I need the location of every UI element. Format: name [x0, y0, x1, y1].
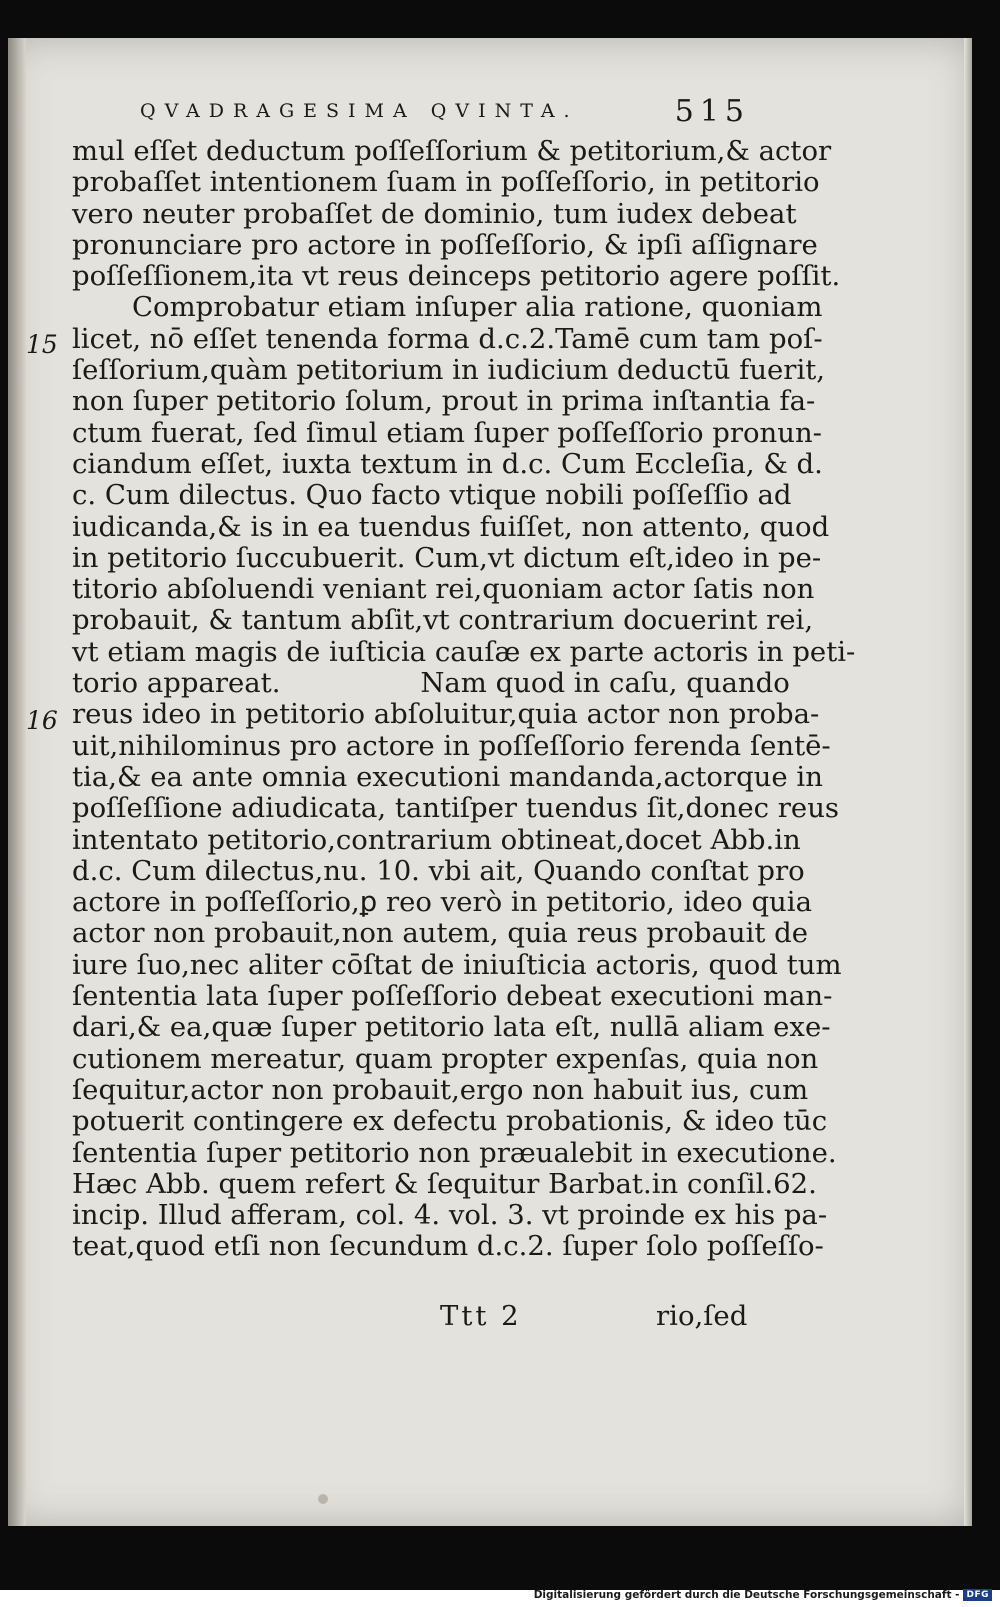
text-line: ſententia ſuper petitorio non præualebit in executione.	[72, 1136, 837, 1169]
text-line: teat,quod etſi non ſecundum d.c.2. ſuper ſolo poſſeſſo-	[72, 1230, 824, 1263]
page-number: 515	[674, 94, 750, 129]
text-line: ciandum eſſet, iuxta textum in d.c. Cum Eccleſia, & d.	[72, 447, 823, 480]
margin-number: 16	[26, 706, 58, 735]
text-line: actore in poſſeſſorio,ꝑ reo verò in petitorio, ideo quia	[72, 886, 812, 919]
text-line: iudicanda,& is in ea tuendus fuiſſet, non attento, quod	[72, 510, 830, 543]
dfg-logo-icon: DFG	[963, 1589, 992, 1601]
text-line: pronunciare pro actore in poſſeſſorio, & ipſi aſſignare	[72, 228, 818, 261]
text-line: iure ſuo,nec aliter cōſtat de iniuſticia actoris, quod tum	[72, 948, 842, 981]
text-line: probauit, & tantum abſit,vt contrarium docuerint rei,	[72, 604, 814, 637]
text-line: uit,nihilominus pro actore in poſſeſſorio ferenda ſentē-	[72, 729, 831, 762]
text-line: licet, nō eſſet tenenda forma d.c.2.Tamē cum tam poſ-	[72, 322, 823, 355]
margin-number: 15	[26, 330, 58, 359]
text-line: vt etiam magis de iuſticia cauſæ ex parte actoris in peti-	[72, 635, 856, 668]
text-line: torio appareat. Nam quod in caſu, quando	[72, 667, 790, 700]
text-line: ſeſſorium,quàm petitorium in iudicium deductū fuerit,	[72, 354, 826, 387]
running-head	[130, 94, 750, 128]
text-line: dari,& ea,quæ ſuper petitorio lata eſt, nullā aliam exe-	[72, 1011, 831, 1044]
text-line: ſententia lata ſuper poſſeſſorio debeat executioni man-	[72, 980, 833, 1013]
text-line: ctum fuerat, ſed ſimul etiam ſuper poſſeſſorio pronun-	[72, 416, 822, 449]
text-line: incip. Illud afferam, col. 4. vol. 3. vt proinde ex his pa-	[72, 1199, 828, 1232]
text-line: poſſeſſione adiudicata, tantiſper tuendus ſit,donec reus	[72, 792, 840, 825]
text-line: c. Cum dilectus. Quo facto vtique nobili poſſeſſio ad	[72, 479, 792, 512]
text-line: probaſſet intentionem ſuam in poſſeſſorio, in petitorio	[72, 166, 820, 199]
text-line: vero neuter probaſſet de dominio, tum iudex debeat	[72, 197, 797, 230]
text-line: mul eſſet deductum poſſeſſorium & petitorium,& actor	[72, 135, 832, 167]
text-line: cutionem mereatur, quam propter expenſas, quia non	[72, 1042, 819, 1075]
text-line: ſequitur,actor non probauit,ergo non habuit ius, cum	[72, 1073, 809, 1106]
page-gutter-shadow	[8, 38, 26, 1526]
page-stain	[318, 1494, 328, 1504]
text-line: potuerit contingere ex defectu probationis, & ideo tūc	[72, 1105, 828, 1138]
text-line: non ſuper petitorio ſolum, prout in prima inſtantia fa-	[72, 385, 816, 418]
text-line: d.c. Cum dilectus,nu. 10. vbi ait, Quando conſtat pro	[72, 854, 805, 887]
text-line: in petitorio ſuccubuerit. Cum,vt dictum eſt,ideo in pe-	[72, 541, 822, 574]
text-line: Hæc Abb. quem refert & ſequitur Barbat.in conſil.62.	[72, 1167, 817, 1200]
page-edge	[964, 38, 972, 1526]
text-line: Comprobatur etiam inſuper alia ratione, quoniam	[132, 291, 823, 324]
credit-text: Digitalisierung gefördert durch die Deutsche Forschungsgemeinschaft -	[533, 1589, 960, 1601]
text-line: reus ideo in petitorio abſoluitur,quia actor non proba-	[72, 698, 820, 731]
text-line: poſſeſſionem,ita vt reus deinceps petitorio agere poſſit.	[72, 260, 841, 293]
digitization-credit	[534, 1589, 992, 1601]
text-line: intentato petitorio,contrarium obtineat,docet Abb.in	[72, 823, 801, 856]
text-line: actor non probauit,non autem, quia reus probauit de	[72, 917, 809, 950]
signature-mark: Ttt 2	[440, 1300, 522, 1332]
text-line: tia,& ea ante omnia executioni mandanda,actorque in	[72, 760, 823, 793]
text-line: titorio abſoluendi veniant rei,quoniam actor ſatis non	[72, 573, 815, 606]
running-head-title: QVADRAGESIMA QVINTA.	[140, 100, 579, 122]
body-text	[72, 135, 856, 1263]
catchword: rio,ſed	[656, 1300, 748, 1332]
